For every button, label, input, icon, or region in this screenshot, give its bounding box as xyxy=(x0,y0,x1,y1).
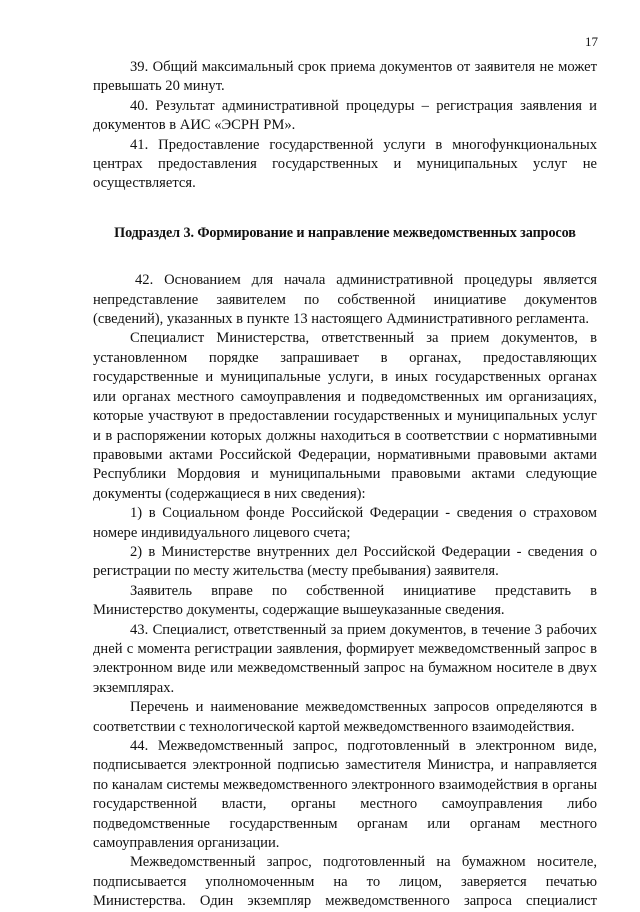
paragraph-specialist-request: Специалист Министерства, ответственный за прием документов, в установленном порядке запрашивает в органах, предоставляющих государственные и муниципальные услуги, в иных государственных органах или органах местного самоуправления и подведомственных им организациях, которые участвуют в предоставлении государственных и муниципальных услуг и в распоряжении которых должны находиться в соответствии с нормативными правовыми актами Российской Федерации, нормативными правовыми актами Республики Мордовия и муниципальными правовыми актами следующие документы (содержащиеся в них сведения): xyxy=(93,330,597,502)
paragraph-41: 41. Предоставление государственной услуги в многофункциональных центрах предоставления государственных и муниципальных услуг не осуществляется. xyxy=(93,136,597,192)
section-heading: Подраздел 3. Формирование и направление межведомственных запросов xyxy=(114,224,576,241)
paragraph-applicant-right: Заявитель вправе по собственной инициативе представить в Министерство документы, содержащие вышеуказанные сведения. xyxy=(93,582,597,619)
paragraph-40: 40. Результат административной процедуры – регистрация заявления и документов в АИС «ЭСРН РМ». xyxy=(93,97,597,134)
paragraph-43: 43. Специалист, ответственный за прием документов, в течение 3 рабочих дней с момента регистрации заявления, формирует межведомственный запрос в электронном виде или межведомственный запрос на бумажном носителе в двух экземплярах. xyxy=(93,621,597,696)
list-item-interior-ministry: 2) в Министерстве внутренних дел Российской Федерации - сведения о регистрации по месту жительства (месту пребывания) заявителя. xyxy=(93,543,597,580)
paragraph-42: 42. Основанием для начала административной процедуры является непредставление заявителем по собственной инициативе документов (сведений), указанных в пункте 13 настоящего Административного регламента. xyxy=(93,272,597,328)
list-item-social-fund: 1) в Социальном фонде Российской Федерации - сведения о страховом номере индивидуального лицевого счета; xyxy=(93,505,597,541)
document-body xyxy=(93,58,597,912)
paragraph-44: 44. Межведомственный запрос, подготовленный в электронном виде, подписывается электронной подписью заместителя Министра, и направляется по каналам системы межведомственного электронного взаимодействия в органы государственной власти, органы местного самоуправления либо подведомственные государственным органам или органам местного самоуправления организации. xyxy=(93,738,597,852)
page-number: 17 xyxy=(585,34,598,49)
paragraph-39: 39. Общий максимальный срок приема документов от заявителя не может превышать 20 минут. xyxy=(93,59,597,95)
paragraph-paper-request: Межведомственный запрос, подготовленный на бумажном носителе, подписывается уполномоченным на то лицом, заверяется печатью Министерства. Один экземпляр межведомственного запроса специалист xyxy=(93,854,597,910)
paragraph-request-list: Перечень и наименование межведомственных запросов определяются в соответствии с технологической картой межведомственного взаимодействия. xyxy=(93,699,597,735)
